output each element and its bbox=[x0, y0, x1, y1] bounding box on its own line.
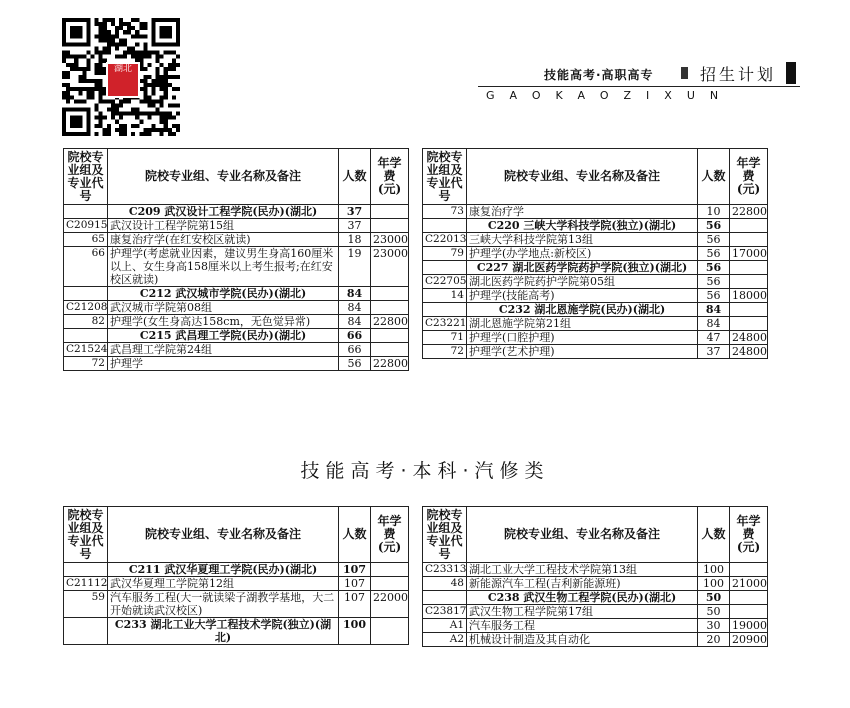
cell-name: 护理学(考虑就业因素，建议男生身高160厘米以上、女生身高158厘米以上考生报考;在红安校区就读) bbox=[108, 247, 339, 287]
cell-name: C238 武汉生物工程学院(民办)(湖北) bbox=[467, 591, 698, 605]
cell-name: 武汉华夏理工学院第12组 bbox=[108, 577, 339, 591]
cell-code: C20915 bbox=[64, 219, 108, 233]
table-row bbox=[64, 357, 409, 371]
cell-count: 37 bbox=[698, 345, 730, 359]
cell-code bbox=[64, 205, 108, 219]
cell-fee bbox=[730, 219, 768, 233]
table-row bbox=[423, 633, 768, 647]
cell-count: 84 bbox=[339, 301, 371, 315]
cell-count: 84 bbox=[339, 315, 371, 329]
cell-name: 康复治疗学 bbox=[467, 205, 698, 219]
cell-code: 72 bbox=[64, 357, 108, 371]
cell-name: 护理学(女生身高达158cm，无色觉异常) bbox=[108, 315, 339, 329]
cell-fee: 24800 bbox=[730, 331, 768, 345]
cell-count: 56 bbox=[698, 247, 730, 261]
cell-code: C21524 bbox=[64, 343, 108, 357]
table-row bbox=[64, 301, 409, 315]
cell-count: 10 bbox=[698, 205, 730, 219]
cell-fee: 23000 bbox=[371, 247, 409, 287]
table-row bbox=[423, 233, 768, 247]
table-row bbox=[423, 247, 768, 261]
header-count: 人数 bbox=[339, 149, 371, 205]
table-row bbox=[64, 233, 409, 247]
school-row bbox=[64, 329, 409, 343]
cell-count: 50 bbox=[698, 591, 730, 605]
cell-name: 康复治疗学(在红安校区就读) bbox=[108, 233, 339, 247]
cell-code: C23221 bbox=[423, 317, 467, 331]
cell-fee: 22800 bbox=[730, 205, 768, 219]
cell-fee bbox=[730, 261, 768, 275]
header-name: 院校专业组、专业名称及备注 bbox=[108, 507, 339, 563]
cell-fee: 17000 bbox=[730, 247, 768, 261]
cell-code bbox=[423, 303, 467, 317]
cell-count: 30 bbox=[698, 619, 730, 633]
cell-code: 71 bbox=[423, 331, 467, 345]
cell-count: 66 bbox=[339, 343, 371, 357]
header-rule bbox=[478, 86, 800, 87]
cell-code: C23313 bbox=[423, 563, 467, 577]
cell-name: 武昌理工学院第24组 bbox=[108, 343, 339, 357]
header-count: 人数 bbox=[698, 149, 730, 205]
cell-fee bbox=[371, 219, 409, 233]
cell-fee: 19000 bbox=[730, 619, 768, 633]
cell-name: C209 武汉设计工程学院(民办)(湖北) bbox=[108, 205, 339, 219]
plan-table-top-right bbox=[422, 148, 768, 359]
school-row bbox=[423, 591, 768, 605]
cell-fee bbox=[371, 287, 409, 301]
cell-code bbox=[423, 219, 467, 233]
cell-name: 武汉生物工程学院第17组 bbox=[467, 605, 698, 619]
cell-name: 武汉设计工程学院第15组 bbox=[108, 219, 339, 233]
cell-code: C21112 bbox=[64, 577, 108, 591]
cell-code bbox=[64, 563, 108, 577]
header-fee: 年学费(元) bbox=[730, 507, 768, 563]
cell-code: 14 bbox=[423, 289, 467, 303]
cell-code: C23817 bbox=[423, 605, 467, 619]
header-code: 院校专业组及专业代号 bbox=[64, 507, 108, 563]
qr-code bbox=[62, 18, 180, 136]
qr-badge: 湖北 bbox=[106, 62, 140, 98]
cell-name: 机械设计制造及其自动化 bbox=[467, 633, 698, 647]
school-row bbox=[64, 618, 409, 645]
cell-name: C232 湖北恩施学院(民办)(湖北) bbox=[467, 303, 698, 317]
header-marker bbox=[681, 67, 688, 79]
header-code: 院校专业组及专业代号 bbox=[423, 507, 467, 563]
school-row bbox=[64, 563, 409, 577]
cell-code: C22705 bbox=[423, 275, 467, 289]
cell-name: 湖北医药学院药护学院第05组 bbox=[467, 275, 698, 289]
cell-name: 湖北恩施学院第21组 bbox=[467, 317, 698, 331]
cell-name: C220 三峡大学科技学院(独立)(湖北) bbox=[467, 219, 698, 233]
cell-fee bbox=[371, 329, 409, 343]
cell-fee: 22000 bbox=[371, 591, 409, 618]
cell-name: 护理学(口腔护理) bbox=[467, 331, 698, 345]
school-row bbox=[64, 205, 409, 219]
cell-count: 107 bbox=[339, 577, 371, 591]
cell-fee: 22800 bbox=[371, 357, 409, 371]
cell-code: C21208 bbox=[64, 301, 108, 315]
cell-code bbox=[64, 329, 108, 343]
header-name: 院校专业组、专业名称及备注 bbox=[467, 507, 698, 563]
cell-name: 湖北工业大学工程技术学院第13组 bbox=[467, 563, 698, 577]
cell-name: 新能源汽车工程(吉利新能源班) bbox=[467, 577, 698, 591]
table-row bbox=[64, 577, 409, 591]
school-row bbox=[64, 287, 409, 301]
cell-code: 65 bbox=[64, 233, 108, 247]
cell-count: 19 bbox=[339, 247, 371, 287]
cell-name: 汽车服务工程 bbox=[467, 619, 698, 633]
cell-name: 武汉城市学院第08组 bbox=[108, 301, 339, 315]
cell-count: 47 bbox=[698, 331, 730, 345]
table-row bbox=[423, 331, 768, 345]
school-row bbox=[423, 303, 768, 317]
plan-table-bottom-left bbox=[63, 506, 409, 645]
table-row bbox=[423, 289, 768, 303]
cell-fee: 18000 bbox=[730, 289, 768, 303]
cell-count: 100 bbox=[698, 577, 730, 591]
header-fee: 年学费(元) bbox=[371, 507, 409, 563]
school-row bbox=[423, 261, 768, 275]
cell-count: 50 bbox=[698, 605, 730, 619]
cell-code: 79 bbox=[423, 247, 467, 261]
header-count: 人数 bbox=[698, 507, 730, 563]
table-row bbox=[423, 205, 768, 219]
cell-count: 56 bbox=[698, 219, 730, 233]
cell-name: 护理学(技能高考) bbox=[467, 289, 698, 303]
cell-code bbox=[64, 287, 108, 301]
cell-name: C212 武汉城市学院(民办)(湖北) bbox=[108, 287, 339, 301]
cell-code bbox=[423, 261, 467, 275]
cell-name: 汽车服务工程(大一就读梁子湖教学基地，大二开始就读武汉校区) bbox=[108, 591, 339, 618]
cell-fee bbox=[371, 577, 409, 591]
cell-count: 56 bbox=[698, 275, 730, 289]
cell-code: 82 bbox=[64, 315, 108, 329]
cell-fee bbox=[371, 301, 409, 315]
cell-count: 37 bbox=[339, 205, 371, 219]
header-name: 院校专业组、专业名称及备注 bbox=[467, 149, 698, 205]
cell-fee bbox=[730, 317, 768, 331]
table-row bbox=[423, 605, 768, 619]
cell-code: 66 bbox=[64, 247, 108, 287]
cell-fee bbox=[730, 275, 768, 289]
cell-fee bbox=[371, 618, 409, 645]
cell-name: 护理学 bbox=[108, 357, 339, 371]
cell-fee bbox=[730, 563, 768, 577]
cell-name: C227 湖北医药学院药护学院(独立)(湖北) bbox=[467, 261, 698, 275]
cell-code: 72 bbox=[423, 345, 467, 359]
cell-count: 84 bbox=[698, 303, 730, 317]
cell-fee bbox=[371, 205, 409, 219]
table-row bbox=[64, 247, 409, 287]
cell-fee bbox=[730, 233, 768, 247]
cell-code bbox=[423, 591, 467, 605]
cell-fee bbox=[730, 303, 768, 317]
cell-count: 56 bbox=[698, 261, 730, 275]
table-row bbox=[423, 563, 768, 577]
cell-code: A1 bbox=[423, 619, 467, 633]
cell-fee bbox=[730, 591, 768, 605]
cell-count: 37 bbox=[339, 219, 371, 233]
table-row bbox=[423, 317, 768, 331]
table-row bbox=[64, 219, 409, 233]
cell-count: 84 bbox=[698, 317, 730, 331]
table-row bbox=[423, 577, 768, 591]
cell-count: 56 bbox=[698, 233, 730, 247]
cell-code: 73 bbox=[423, 205, 467, 219]
cell-name: 护理学(办学地点:新校区) bbox=[467, 247, 698, 261]
cell-name: C215 武昌理工学院(民办)(湖北) bbox=[108, 329, 339, 343]
cell-count: 84 bbox=[339, 287, 371, 301]
header-fee: 年学费(元) bbox=[730, 149, 768, 205]
plan-table-bottom-right bbox=[422, 506, 768, 647]
cell-fee: 22800 bbox=[371, 315, 409, 329]
header-code: 院校专业组及专业代号 bbox=[423, 149, 467, 205]
header-block bbox=[786, 62, 796, 84]
header-pinyin: GAOKAOZIXUN bbox=[486, 89, 734, 102]
header-name: 院校专业组、专业名称及备注 bbox=[108, 149, 339, 205]
table-row bbox=[64, 315, 409, 329]
cell-code: A2 bbox=[423, 633, 467, 647]
table-row bbox=[423, 619, 768, 633]
cell-fee: 24800 bbox=[730, 345, 768, 359]
header-fee: 年学费(元) bbox=[371, 149, 409, 205]
table-row bbox=[423, 345, 768, 359]
cell-code bbox=[64, 618, 108, 645]
cell-count: 66 bbox=[339, 329, 371, 343]
cell-fee: 21000 bbox=[730, 577, 768, 591]
cell-name: C211 武汉华夏理工学院(民办)(湖北) bbox=[108, 563, 339, 577]
plan-table-top-left bbox=[63, 148, 409, 371]
cell-code: 48 bbox=[423, 577, 467, 591]
cell-count: 107 bbox=[339, 591, 371, 618]
table-row bbox=[423, 275, 768, 289]
cell-code: 59 bbox=[64, 591, 108, 618]
section-title: 技能高考·本科·汽修类 bbox=[300, 460, 550, 482]
cell-name: 护理学(艺术护理) bbox=[467, 345, 698, 359]
header-subtitle: 技能高考·高职高专 bbox=[544, 68, 654, 82]
header-count: 人数 bbox=[339, 507, 371, 563]
cell-fee bbox=[730, 605, 768, 619]
cell-count: 20 bbox=[698, 633, 730, 647]
cell-name: C233 湖北工业大学工程技术学院(独立)(湖北) bbox=[108, 618, 339, 645]
cell-count: 56 bbox=[698, 289, 730, 303]
table-row bbox=[64, 343, 409, 357]
cell-fee: 20900 bbox=[730, 633, 768, 647]
cell-count: 18 bbox=[339, 233, 371, 247]
cell-count: 56 bbox=[339, 357, 371, 371]
table-row bbox=[64, 591, 409, 618]
cell-fee bbox=[371, 343, 409, 357]
cell-name: 三峡大学科技学院第13组 bbox=[467, 233, 698, 247]
cell-fee: 23000 bbox=[371, 233, 409, 247]
school-row bbox=[423, 219, 768, 233]
header-title: 招生计划 bbox=[700, 65, 777, 84]
cell-count: 100 bbox=[698, 563, 730, 577]
cell-count: 107 bbox=[339, 563, 371, 577]
cell-code: C22013 bbox=[423, 233, 467, 247]
header-code: 院校专业组及专业代号 bbox=[64, 149, 108, 205]
cell-count: 100 bbox=[339, 618, 371, 645]
cell-fee bbox=[371, 563, 409, 577]
